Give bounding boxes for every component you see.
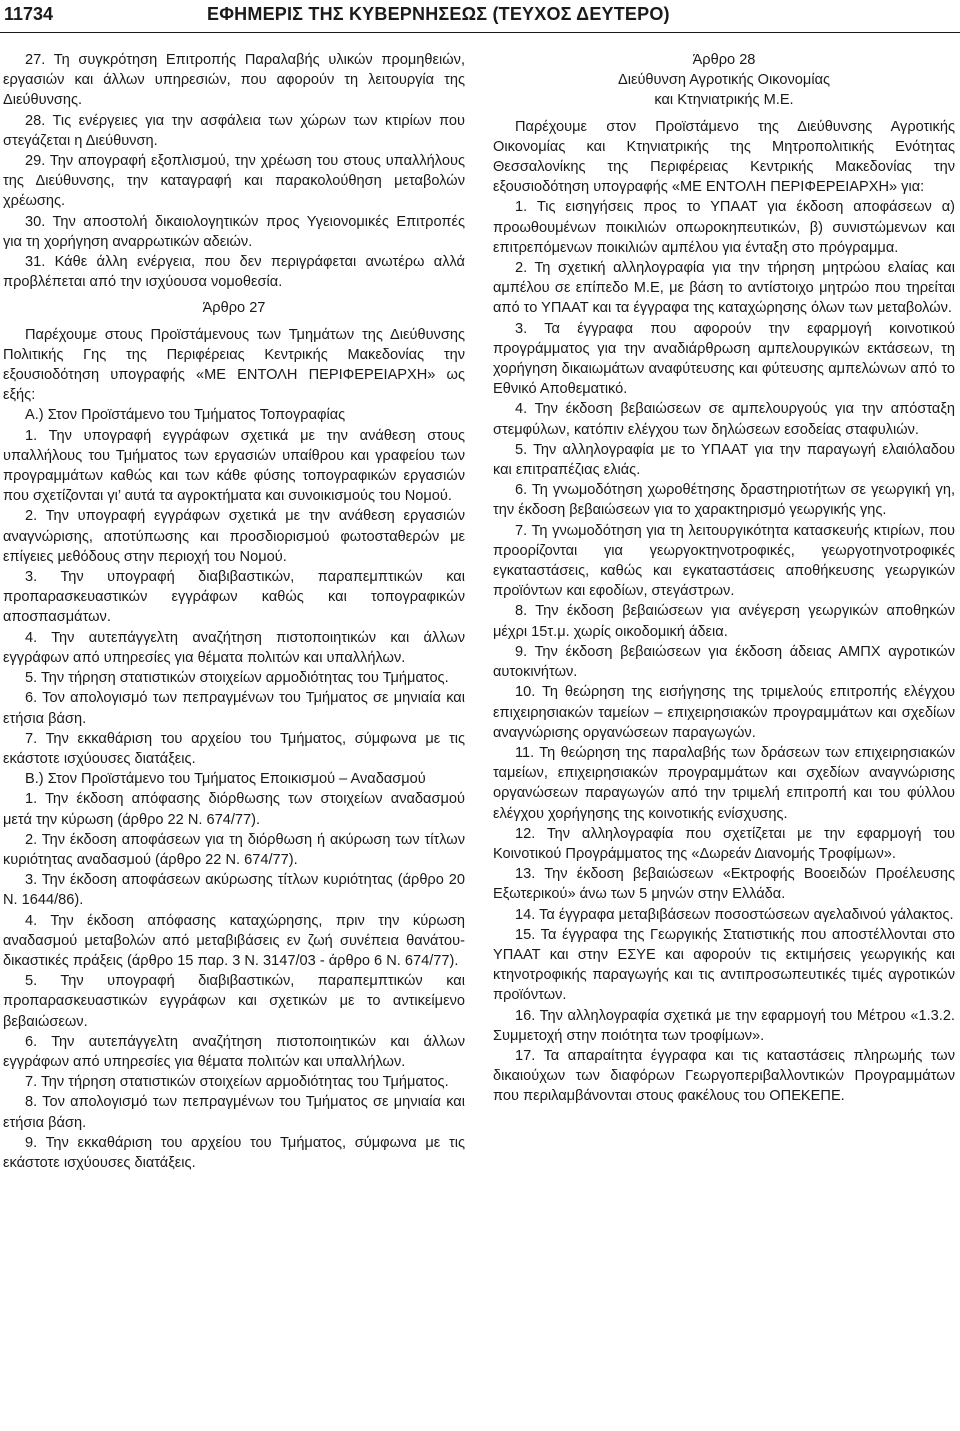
paragraph: 10. Τη θεώρηση της εισήγησης της τριμελούς επιτροπής ελέγχου επιχειρησιακών ταμείων – επιχειρησιακών προγραμμάτων και σχεδίων αναγνώρισης οργανώσεων παραγωγών. bbox=[493, 684, 955, 741]
paragraph: 9. Την εκκαθάριση του αρχείου του Τμήματος, σύμφωνα με τις εκάστοτε ισχύουσες διατάξεις. bbox=[3, 1134, 465, 1171]
page-number: 11734 bbox=[4, 4, 54, 24]
article-intro: Παρέχουμε στον Προϊστάμενο της Διεύθυνσης Αγροτικής Οικονομίας και Κτηνιατρικής της Μητροπολιτικής Ενότητας Θεσσαλονίκης της Περιφέρειας Κεντρικής Μακεδονίας την εξουσιοδότηση υπογραφής «ΜΕ ΕΝΤΟΛΗ ΠΕΡΙΦΕΡΕΙΑΡΧΗ» για: bbox=[493, 118, 955, 196]
paragraph: 9. Την έκδοση βεβαιώσεων για έκδοση άδειας ΑΜΠΧ αγροτικών αυτοκινήτων. bbox=[493, 643, 955, 681]
paragraph: 1. Την υπογραφή εγγράφων σχετικά με την ανάθεση στους υπαλλήλους του Τμήματος των εργασιών υπαίθρου και γραφείου των προγραμμάτων καθώς και των κάθε φύσης τοπογραφικών εργασιών που σχετίζονται γι’ αυτά τα αγροκτήματα και συνοικισμούς του Νομού. bbox=[3, 427, 465, 505]
paragraph: 7. Την εκκαθάριση του αρχείου του Τμήματος, σύμφωνα με τις εκάστοτε ισχύουσες διατάξεις. bbox=[3, 730, 465, 767]
section-heading: Α.) Στον Προϊστάμενο του Τμήματος Τοπογραφίας bbox=[25, 407, 346, 424]
right-column bbox=[493, 50, 955, 1107]
paragraph: 2. Την έκδοση αποφάσεων για τη διόρθωση ή ακύρωση των τίτλων κυριότητας αναδασμού (άρθρο 22 Ν. 674/77). bbox=[3, 831, 465, 868]
paragraph: 31. Κάθε άλλη ενέργεια, που δεν περιγράφεται ανωτέρω αλλά προβλέπεται από την ισχύουσα νομοθεσία. bbox=[3, 254, 465, 291]
left-column bbox=[3, 50, 465, 1173]
paragraph: 27. Τη συγκρότηση Επιτροπής Παραλαβής υλικών προμηθειών, εργασιών και άλλων υπηρεσιών, που αφορούν τη λειτουργία της Διεύθυνσης. bbox=[3, 52, 465, 109]
paragraph: 8. Τον απολογισμό των πεπραγμένων του Τμήματος σε μηνιαία και ετήσια βάση. bbox=[3, 1094, 465, 1131]
paragraph: 3. Την έκδοση αποφάσεων ακύρωσης τίτλων κυριότητας (άρθρο 20 Ν. 1644/86). bbox=[3, 872, 465, 909]
paragraph: 2. Τη σχετική αλληλογραφία για την τήρηση μητρώου ελαίας και αμπέλου σε επίπεδο Μ.Ε, με βάση το αντίστοιχο μητρώο που τηρείται από το ΥΠΑΑΤ και τα έγγραφα της καταχώρησης όλων των μεταβολών. bbox=[493, 260, 955, 317]
article-heading: Άρθρο 27 bbox=[202, 300, 266, 317]
paragraph: 16. Την αλληλογραφία σχετικά με την εφαρμογή του Μέτρου «1.3.2. Συμμετοχή στην ποιότητα των τροφίμων». bbox=[493, 1007, 955, 1044]
article-title: Άρθρο 28 bbox=[692, 52, 756, 68]
paragraph: 5. Την αλληλογραφία με το ΥΠΑΑΤ για την παραγωγή ελαιόλαδου και επιτραπέζιας ελιάς. bbox=[493, 441, 955, 479]
header-divider bbox=[0, 32, 960, 33]
paragraph: 6. Τον απολογισμό των πεπραγμένων του Τμήματος σε μηνιαία και ετήσια βάση. bbox=[3, 690, 465, 727]
paragraph: 4. Την έκδοση απόφασης καταχώρησης, πριν την κύρωση αναδασμού μεταβολών από μεταβιβάσεις εν ζωή συνέπεια θανάτου-δικαστικές πράξεις (άρθρο 15 παρ. 3 Ν. 3147/03 - άρθρο 6 Ν. 674/77). bbox=[3, 912, 465, 969]
paragraph: 17. Τα απαραίτητα έγγραφα και τις καταστάσεις πληρωμής των δικαιούχων των διαφόρων Γεωργοπεριβαλλοντικών Προγραμμάτων που περιλαμβάνονται στους φακέλους του ΟΠΕΚΕΠΕ. bbox=[493, 1047, 955, 1105]
article-heading bbox=[493, 50, 955, 111]
paragraph: 3. Την υπογραφή διαβιβαστικών, παραπεμπτικών και προπαρασκευαστικών εγγράφων καθώς και τοπογραφικών αποσπασμάτων. bbox=[3, 569, 465, 626]
paragraph: 8. Την έκδοση βεβαιώσεων για ανέγερση γεωργικών αποθηκών μέχρι 15τ.μ. χωρίς οικοδομική άδεια. bbox=[493, 603, 955, 640]
article-subtitle: και Κτηνιατρικής Μ.Ε. bbox=[654, 92, 794, 109]
paragraph: 13. Την έκδοση βεβαιώσεων «Εκτροφής Βοοειδών Προέλευσης Εξωτερικού» άνω των 5 μηνών στην Ελλάδα. bbox=[493, 866, 955, 903]
paragraph: 1. Τις εισηγήσεις προς το ΥΠΑΑΤ για έκδοση αποφάσεων α) προωθουμένων ποικιλιών οπωροκηπευτικών, β) συνιστώμενων και επιτρεπόμενων ποικιλιών αμπέλου για ένταξη στο πρόγραμμα. bbox=[493, 199, 955, 256]
paragraph: 29. Την απογραφή εξοπλισμού, την χρέωση του στους υπαλλήλους της Διεύθυνσης, την καταγραφή και παρακολούθηση μεταβολών χρέωσης. bbox=[3, 153, 465, 210]
page-header bbox=[0, 0, 960, 34]
paragraph: 30. Την αποστολή δικαιολογητικών προς Υγειονομικές Επιτροπές για τη χορήγηση αναρρωτικών αδειών. bbox=[3, 213, 465, 250]
article-intro: Παρέχουμε στους Προϊστάμενους των Τμημάτων της Διεύθυνσης Πολιτικής Γης της Περιφέρειας Κεντρικής Μακεδονίας την εξουσιοδότηση υπογραφής «ΜΕ ΕΝΤΟΛΗ ΠΕΡΙΦΕΡΕΙΑΡΧΗ» ως εξής: bbox=[3, 326, 465, 404]
paragraph: 28. Τις ενέργειες για την ασφάλεια των χώρων των κτιρίων που στεγάζεται η Διεύθυνση. bbox=[3, 112, 465, 149]
paragraph: 6. Τη γνωμοδότηση χωροθέτησης δραστηριοτήτων σε γεωργική γη, την έκδοση βεβαιώσεων για το χαρακτηρισμό γεωργικής γης. bbox=[493, 482, 955, 519]
paragraph: 4. Την αυτεπάγγελτη αναζήτηση πιστοποιητικών και άλλων εγγράφων από υπηρεσίες για θέματα πολιτών και υπαλλήλων. bbox=[3, 629, 465, 666]
paragraph: 14. Τα έγγραφα μεταβιβάσεων ποσοστώσεων αγελαδινού γάλακτος. bbox=[515, 906, 954, 923]
article-subtitle: Διεύθυνση Αγροτικής Οικονομίας bbox=[617, 72, 831, 89]
paragraph: 2. Την υπογραφή εγγράφων σχετικά με την ανάθεση εργασιών αναγνώρισης, αποτύπωσης και προσδιορισμού φωτοσταθερών με επίγειες μεθόδους στην περιοχή του Νομού. bbox=[3, 508, 465, 565]
paragraph: 1. Την έκδοση απόφασης διόρθωσης των στοιχείων αναδασμού μετά την κύρωση (άρθρο 22 Ν. 674/77). bbox=[3, 791, 465, 828]
paragraph: 6. Την αυτεπάγγελτη αναζήτηση πιστοποιητικών και άλλων εγγράφων από υπηρεσίες για θέματα πολιτών και υπαλλήλων. bbox=[3, 1033, 465, 1070]
paragraph: 12. Την αλληλογραφία που σχετίζεται με την εφαρμογή του Κοινοτικού Προγράμματος της «Δωρεάν Διανομής Τροφίμων». bbox=[493, 825, 955, 862]
paragraph: 15. Τα έγγραφα της Γεωργικής Στατιστικής που αποστέλλονται στο ΥΠΑΑΤ και στην ΕΣΥΕ και αφορούν τις εκτιμήσεις γεωργικής και κτηνοτροφικής παραγωγής και τις αντιπροσωπευτικές τιμές αγροτικών προϊόντων. bbox=[493, 926, 955, 1004]
paragraph: 7. Την τήρηση στατιστικών στοιχείων αρμοδιότητας του Τμήματος. bbox=[25, 1074, 449, 1091]
section-heading: Β.) Στον Προϊστάμενο του Τμήματος Εποικισμού – Αναδασμού bbox=[25, 771, 426, 788]
paragraph: 4. Την έκδοση βεβαιώσεων σε αμπελουργούς για την απόσταξη στεμφύλων, κατόπιν ελέγχου των δηλώσεων εσοδείας σταφυλιών. bbox=[493, 401, 955, 438]
gazette-title: ΕΦΗΜΕΡΙΣ ΤΗΣ ΚΥΒΕΡΝΗΣΕΩΣ (ΤΕΥΧΟΣ ΔΕΥΤΕΡΟ) bbox=[207, 4, 670, 24]
paragraph: 5. Την τήρηση στατιστικών στοιχείων αρμοδιότητας του Τμήματος. bbox=[25, 670, 449, 687]
paragraph: 5. Την υπογραφή διαβιβαστικών, παραπεμπτικών και προπαρασκευαστικών εγγράφων και σχετικών με το αντικείμενο βεβαιώσεων. bbox=[3, 973, 465, 1030]
paragraph: 3. Τα έγγραφα που αφορούν την εφαρμογή κοινοτικού προγράμματος για την αναδιάρθρωση αμπελουργικών εκτάσεων, τη χορήγηση δικαιωμάτων αναφύτευσης και φύτευσης αμπελώνων από το Εθνικό Αποθεματικό. bbox=[493, 320, 955, 398]
paragraph: 11. Τη θεώρηση της παραλαβής των δράσεων των επιχειρησιακών ταμείων, επιχειρησιακών προγραμμάτων και σχεδίων αναγνώρισης οργανώσεων παραγωγών από την τριμελή επιτροπή και του φύλλου ελέγχου χορήγησης της κοινοτικής ενίσχυσης. bbox=[493, 744, 955, 822]
paragraph: 7. Τη γνωμοδότηση για τη λειτουργικότητα κατασκευής κτιρίων, που προορίζονται για γεωργοκτηνοτροφικές, γεωργοτηνοτροφικές εγκαταστάσεις, καθώς και εγκαταστάσεις αποθήκευσης γεωργικών προϊόντων και εφοδίων, στεγάστρων. bbox=[493, 522, 955, 600]
